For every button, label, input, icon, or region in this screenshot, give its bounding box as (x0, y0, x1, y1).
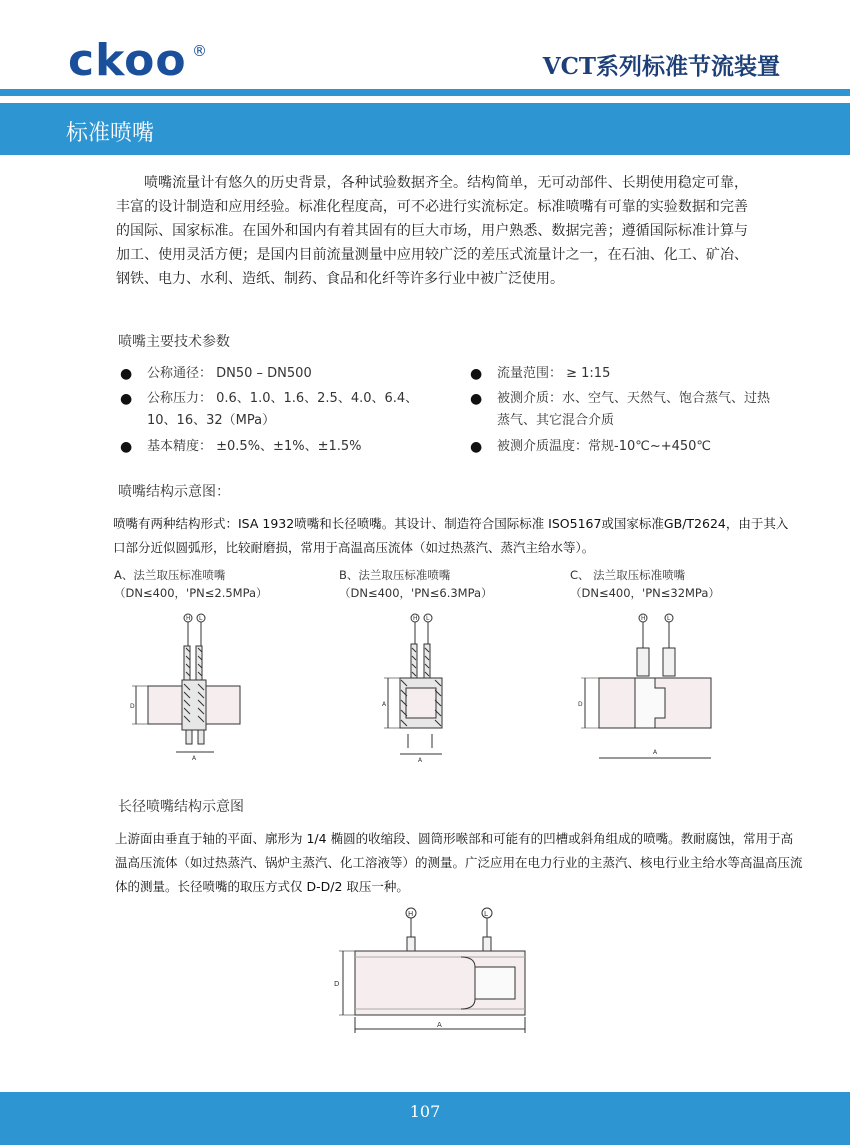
figure-c-diagram (575, 608, 715, 768)
bullet-icon: ● (120, 439, 133, 455)
label-d: D (578, 701, 583, 708)
params-heading: 喷嘴主要技术参数 (118, 334, 230, 350)
section-title: 标准喷嘴 (66, 121, 155, 146)
long-radius-heading: 长径喷嘴结构示意图 (118, 799, 244, 815)
param-item: ● 被测介质：水、空气、天然气、饱合蒸气、过热蒸气、其它混合介质 (470, 388, 770, 432)
bullet-icon: ● (120, 391, 133, 407)
brand-logo: ckoo (68, 35, 187, 86)
bullet-icon: ● (470, 366, 483, 382)
label-h: H (413, 615, 418, 622)
registered-mark: ® (192, 42, 207, 60)
figure-c-caption: C、 法兰取压标准喷嘴 （DN≤400，'PN≤32MPa） (570, 568, 720, 600)
document-title: VCT系列标准节流装置 (542, 53, 780, 80)
label-l: L (484, 910, 488, 918)
label-h: H (408, 910, 414, 918)
param-item: ● 基本精度： ±0.5%、±1%、±1.5% (120, 436, 420, 458)
label-a: A (418, 757, 423, 764)
header-divider (0, 89, 850, 96)
param-item: ● 公称压力： 0.6、1.0、1.6、2.5、4.0、6.4、10、16、32（MPa） (120, 388, 420, 432)
figure-a-diagram (126, 608, 256, 768)
label-a: A (653, 749, 658, 756)
label-a: A (437, 1021, 442, 1029)
bullet-icon: ● (120, 366, 133, 382)
label-d: D (130, 703, 135, 710)
bullet-icon: ● (470, 439, 483, 455)
label-a: A (382, 701, 387, 708)
page-number: 107 (409, 1102, 441, 1121)
structure-paragraph: 喷嘴有两种结构形式：ISA 1932喷嘴和长径喷嘴。其设计、制造符合国际标准 ISO5167或国家标准GB/T2624，由于其入口部分近似圆弧形，比较耐磨损，常用于高温高压流体（如过热蒸汽、蒸汽主给水等）。 (113, 516, 789, 555)
structure-heading: 喷嘴结构示意图： (118, 484, 230, 500)
intro-paragraph: 喷嘴流量计有悠久的历史背景，各种试验数据齐全。结构简单，无可动部件、长期使用稳定可靠，丰富的设计制造和应用经验。标准化程度高，可不必进行实流标定。标准喷嘴有可靠的实验数据和完善的国际、国家标准。在国外和国内有着其固有的巨大市场，用户熟悉、数据完善；遵循国际标准计算与加工、使用灵活方便；是国内目前流量测量中应用较广泛的差压式流量计之一，在石油、化工、矿冶、钢铁、电力、水利、造纸、制药、食品和化纤等许多行业中被广泛使用。 (116, 175, 748, 287)
label-l: L (199, 615, 203, 622)
param-item: ● 公称通径： DN50 – DN500 (120, 363, 420, 385)
label-l: L (667, 615, 671, 622)
long-radius-diagram (325, 905, 535, 1035)
param-item: ● 流量范围： ≥ 1:15 (470, 363, 770, 385)
label-l: L (426, 615, 430, 622)
long-radius-paragraph: 上游面由垂直于轴的平面、廓形为 1/4 椭圆的收缩段、圆筒形喉部和可能有的凹槽或斜角组成的喷嘴。教耐腐蚀，常用于高温高压流体（如过热蒸汽、锅炉主蒸汽、化工溶液等）的测量。广泛应用在电力行业的主蒸汽、核电行业主给水等高温高压流体的测量。长径喷嘴的取压方式仅 D-D/2 取压一种。 (115, 831, 803, 894)
figure-a-caption: A、法兰取压标准喷嘴 （DN≤400，'PN≤2.5MPa） (114, 568, 268, 600)
label-h: H (641, 615, 646, 622)
label-h: H (186, 615, 191, 622)
bullet-icon: ● (470, 391, 483, 407)
param-item: ● 被测介质温度：常规-10℃~+450℃ (470, 436, 770, 458)
label-d: D (334, 980, 340, 988)
figure-b-caption: B、法兰取压标准喷嘴 （DN≤400，'PN≤6.3MPa） (339, 568, 493, 600)
label-a: A (192, 755, 197, 762)
figure-b-diagram (370, 608, 470, 768)
